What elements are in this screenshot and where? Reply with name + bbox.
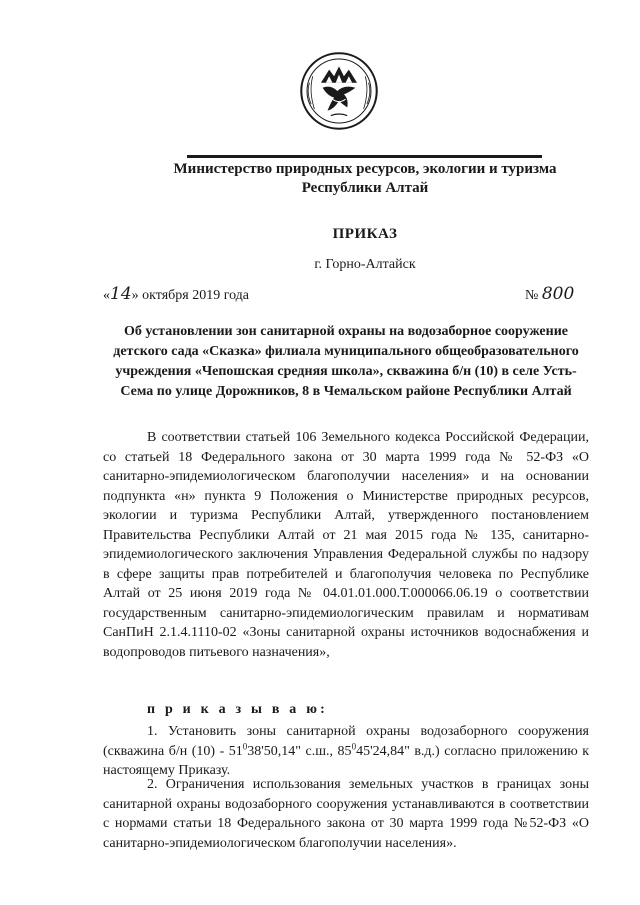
order-number <box>525 284 574 304</box>
order-date <box>103 284 249 304</box>
item1-degree-1: 0 <box>242 740 248 751</box>
order-item-2: 2. Ограничения использования земельных участков в границах зоны санитарной охраны водозаборного сооружения устанавливаются в соответствии с нормами статьи 18 Федерального закона от 30 марта 1999 года №52-ФЗ «О санитарно-эпидемиологическом благополучии населения». <box>103 777 589 851</box>
ministry-name: Министерство природных ресурсов, экологии и туризма Республики Алтай <box>173 161 557 196</box>
item1-part2: 38'50,14" с.ш., 85 <box>247 743 352 759</box>
item1-part3: 45'24,84" в.д.) согласно приложению к настоящему Приказу. <box>103 743 590 778</box>
order-city: г. Горно-Алтайск <box>314 257 416 272</box>
header-rule <box>187 155 542 158</box>
preamble-paragraph: В соответствии статьей 106 Земельного кодекса Российской Федерации, со статьей 18 Федерального закона от 30 марта 1999 года № 52-ФЗ «О санитарно-эпидемиологическом благополучии населения» и на основании подпункта «н» пункта 9 Положения о Министерстве природных ресурсов, экологии и туризма Республики Алтай, утвержденного постановлением Правительства Республики Алтай от 21 мая 2015 года № 135, санитарно-эпидемиологического заключения Управления Федеральной службы по надзору в сфере защиты прав потребителей и благополучия человека по Республике Алтай от 25 июня 2019 года № 04.01.01.000.Т.000066.06.19 о соответствии государственным санитарно-эпидемиологическим правилам и нормативам СанПиН 2.1.4.1110-02 «Зоны санитарной охраны источников водоснабжения и водопроводов питьевого назначения», <box>103 430 589 660</box>
order-title: ПРИКАЗ <box>332 226 398 242</box>
date-suffix: » октября 2019 года <box>131 288 250 303</box>
date-prefix: « <box>103 288 110 303</box>
altai-emblem-icon <box>298 50 380 132</box>
order-item-1 <box>103 722 589 781</box>
item1-degree-2: 0 <box>351 740 357 751</box>
number-label: № <box>525 288 539 303</box>
order-subject: Об установлении зон санитарной охраны на водозаборное сооружение детского сада «Сказка» филиала муниципального общеобразовательного учреждения «Чепошская средняя школа», скважина б/н (10) в селе Усть-Сема по улице Дорожников, 8 в Чемальском районе Республики Алтай <box>113 324 579 399</box>
number-value-handwritten: 800 <box>541 284 575 304</box>
item1-part1: 1. Установить зоны санитарной охраны водозаборного сооружения (скважина б/н (10) - 51 <box>103 724 589 759</box>
date-day-handwritten: 14 <box>110 284 132 304</box>
prikazyvayu-heading: п р и к а з ы в а ю: <box>147 702 328 717</box>
